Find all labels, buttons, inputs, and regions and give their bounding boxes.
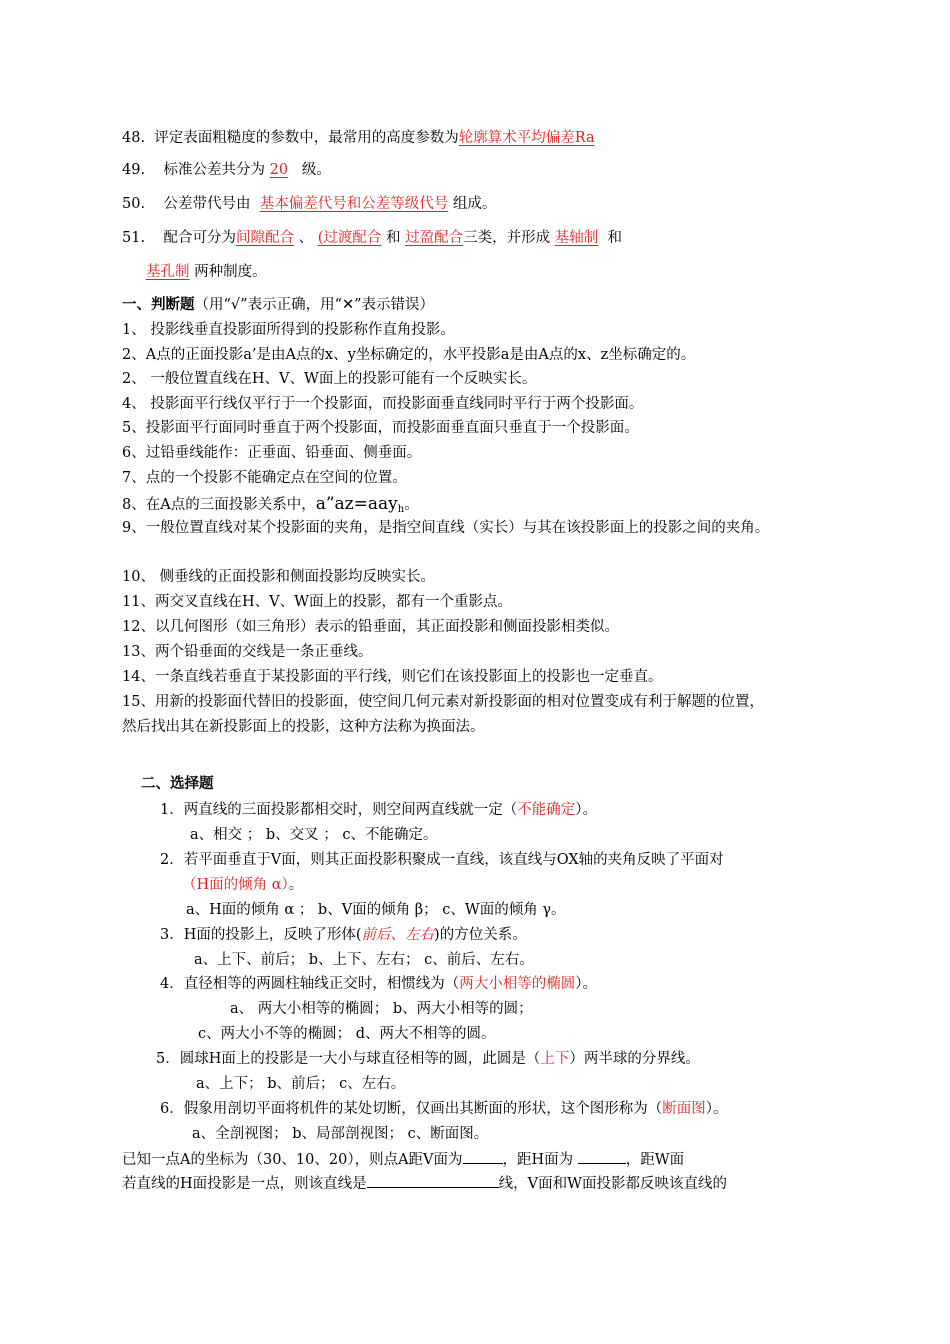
q3-answer: 前后、左右 (361, 927, 435, 943)
q6-answer: 断面图 (662, 1101, 706, 1117)
judge-item-8-formula (316, 494, 405, 514)
q7-end: ，距W面 (625, 1152, 685, 1168)
judge-item-7: 7、点的一个投影不能确定点在空间的位置。 (122, 470, 407, 486)
q51-answer-2: (过渡配合 (317, 230, 382, 246)
choice-q6 (160, 1099, 727, 1119)
q3-end: )的方位关系。 (434, 927, 527, 943)
q7-mid: ，距H面为 (502, 1152, 578, 1168)
q5-end: ）两半球的分界线。 (569, 1051, 700, 1067)
q48-answer: 轮廓算术平均偏差Ra (458, 130, 595, 146)
choice-q2-line2 (182, 875, 303, 895)
q50-text: 公差带代号由 (163, 196, 251, 212)
judge-item-6: 6、过铅垂线能作：正垂面、铅垂面、侧垂面。 (122, 445, 422, 461)
q48-text: 评定表面粗糙度的参数中，最常用的高度参数为 (154, 130, 459, 146)
answer-blank-1[interactable] (463, 1149, 503, 1164)
fill-q50 (122, 194, 496, 214)
judge-header-line (122, 295, 434, 315)
choice-q1 (160, 800, 597, 820)
q51-answer-4: 基轴制 (554, 230, 599, 246)
q51-and: 和 (607, 230, 622, 246)
judge-item-5: 5、投影面平行面同时垂直于两个投影面，而投影面垂直面只垂直于一个投影面。 (122, 420, 639, 436)
judge-header: 一、判断题 (122, 296, 195, 313)
judge-item-8-end: 。 (404, 497, 419, 513)
judge-item-15-cont: 然后找出其在新投影面上的投影，这种方法称为换面法。 (122, 719, 485, 735)
q7-text: 已知一点A的坐标为（30、10、20），则点A距V面为 (122, 1152, 463, 1168)
choice-q2-options: a、H面的倾角 α ； b、V面的倾角 β； c、W面的倾角 γ。 (186, 902, 566, 918)
judge-item-11: 11、两交叉直线在H、V、W面上的投影，都有一个重影点。 (122, 594, 512, 610)
q1-text: 1．两直线的三面投影都相交时，则空间两直线就一定（ (160, 802, 518, 818)
q49-text: 标准公差共分为 (163, 162, 265, 178)
q50-number: 50. (122, 196, 146, 212)
q51-number: 51. (122, 230, 146, 246)
q50-answer: 基本偏差代号和公差等级代号 (259, 196, 449, 212)
question-projection (122, 1173, 727, 1194)
formula-main: a”az=aay (315, 494, 398, 514)
choice-q4-options-2: c、两大小不等的椭圆； d、两大不相等的圆。 (198, 1026, 496, 1042)
q51-answer-5: 基孔制 (146, 264, 190, 280)
q2-end: 。 (288, 877, 304, 893)
q4-text: 4．直径相等的两圆柱轴线正交时，相惯线为（ (160, 976, 460, 992)
answer-blank-3[interactable] (367, 1173, 499, 1188)
choice-q1-options: a、相交 ； b、交叉 ； c、不能确定。 (190, 827, 438, 843)
judge-item-9: 9、一般位置直线对某个投影面的夹角，是指空间直线（实长）与其在该投影面上的投影之间的夹角。 (122, 520, 770, 536)
q50-suffix: 组成。 (452, 196, 497, 212)
choice-q4 (160, 974, 597, 994)
judge-item-13: 13、两个铅垂面的交线是一条正垂线。 (122, 644, 373, 660)
choice-header: 二、选择题 (141, 775, 214, 792)
choice-q4-options-1: a、 两大小相等的椭圆； b、两大小相等的圆； (230, 1001, 533, 1017)
judge-item-15: 15、用新的投影面代替旧的投影面，使空间几何元素对新投影面的相对位置变成有利于解题的位置， (122, 694, 764, 710)
judge-note: （用“√”表示正确，用“✕”表示错误） (194, 297, 435, 313)
q8-text: 若直线的H面投影是一点，则该直线是 (122, 1176, 367, 1192)
judge-item-4: 4、 投影面平行线仅平行于一个投影面，而投影面垂直线同时平行于两个投影面。 (122, 396, 644, 412)
fill-q51-line2 (146, 262, 267, 282)
q5-answer: 上下 (540, 1051, 570, 1067)
choice-q3 (160, 925, 527, 945)
q49-suffix: 级。 (301, 162, 331, 178)
choice-q3-options: a、上下、前后； b、上下、左右； c、前后、左右。 (194, 952, 534, 968)
choice-q6-options: a、全剖视图； b、局部剖视图； c、断面图。 (192, 1126, 489, 1142)
question-coordinates (122, 1149, 684, 1170)
q51-mid: 三类，并形成 (463, 230, 551, 246)
q51-answer-3: 过盈配合 (405, 230, 464, 246)
judge-item-8 (122, 494, 419, 520)
judge-item-3: 2、 一般位置直线在H、V、W面上的投影可能有一个反映实长。 (122, 371, 537, 387)
q1-answer: 不能确定 (517, 802, 576, 818)
q49-number: 49. (122, 162, 146, 178)
judge-item-2: 2、A点的正面投影a’是由A点的x、y坐标确定的，水平投影a是由A点的x、z坐标确定的。 (122, 347, 696, 363)
judge-item-12: 12、以几何图形（如三角形）表示的铅垂面，其正面投影和侧面投影相类似。 (122, 619, 619, 635)
q51-suffix: 两种制度。 (194, 264, 267, 280)
choice-q5 (156, 1049, 700, 1069)
answer-blank-2[interactable] (578, 1149, 626, 1164)
q4-end: ）。 (575, 976, 597, 992)
q4-answer: 两大小相等的椭圆 (459, 976, 576, 992)
fill-q51 (122, 228, 622, 248)
judge-item-14: 14、一条直线若垂直于某投影面的平行线，则它们在该投影面上的投影也一定垂直。 (122, 669, 663, 685)
judge-item-8-text: 8、在A点的三面投影关系中， (122, 497, 316, 513)
q2-answer: （H面的倾角 α） (182, 877, 289, 893)
q8-end: 线，V面和W面投影都反映该直线的 (498, 1176, 728, 1192)
q49-answer: 20 (269, 162, 289, 178)
q6-text: 6．假象用剖切平面将机件的某处切断，仅画出其断面的形状，这个图形称为（ (160, 1101, 663, 1117)
q48-number: 48. (122, 130, 146, 146)
q5-text: 5．圆球H面上的投影是一大小与球直径相等的圆，此圆是（ (156, 1051, 541, 1067)
q51-sep-2: 和 (386, 230, 401, 246)
judge-item-10: 10、 侧垂线的正面投影和侧面投影均反映实长。 (122, 569, 436, 585)
choice-q5-options: a、上下； b、前后； c、左右。 (196, 1076, 406, 1092)
q3-text: 3．H面的投影上，反映了形体( (160, 927, 362, 943)
choice-q2: 2．若平面垂直于V面，则其正面投影积聚成一直线，该直线与OX轴的夹角反映了平面对 (160, 852, 724, 868)
q51-answer-1: 间隙配合 (236, 230, 294, 246)
q1-end: ）。 (575, 802, 597, 818)
q6-end: ）。 (705, 1101, 728, 1117)
fill-q48 (122, 128, 595, 148)
q51-text: 配合可分为 (163, 230, 236, 246)
formula-subscript: h (397, 504, 405, 515)
fill-q49 (122, 160, 331, 180)
q51-sep-1: 、 (298, 230, 314, 246)
judge-item-1: 1、 投影线垂直投影面所得到的投影称作直角投影。 (122, 322, 455, 338)
